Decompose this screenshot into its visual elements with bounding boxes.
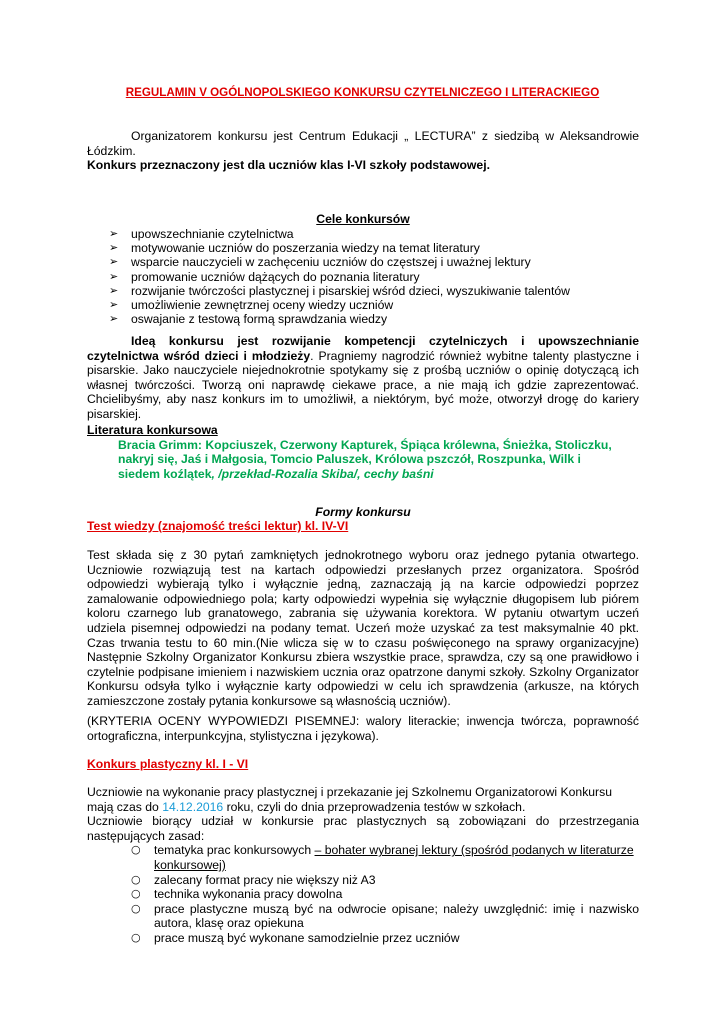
art-rule-item: ○ technika wykonania pracy dowolna <box>131 887 639 902</box>
goal-item: ➢ rozwijanie twórczości plastycznej i pisarskiej wśród dzieci, wyszukiwanie talentów <box>109 284 649 298</box>
goal-item: ➢ oswajanie z testową formą sprawdzania wiedzy <box>109 312 649 326</box>
art-rule-item: ○ prace muszą być wykonane samodzielnie przez uczniów <box>131 931 639 946</box>
evaluation-criteria: (KRYTERIA OCENY WYPOWIEDZI PISEMNEJ: walory literackie; inwencja twórcza, poprawność ortograficzna, interpunkcyjna, stylistyczna i językowa). <box>87 714 639 743</box>
art-deadline-tail: roku, czyli do dnia przeprowadzenia testów w szkołach. <box>223 799 526 814</box>
goals-heading: Cele konkursów <box>316 212 410 226</box>
idea-bold-text: Ideą konkursu jest rozwijanie kompetencji czytelniczych i upowszechnianie czytelnictwa wśród dzieci i młodzieży <box>87 334 639 363</box>
art-deadline-text <box>87 785 639 814</box>
art-rule-item: ○ zalecany format pracy nie większy niż A3 <box>131 873 639 888</box>
audience-text: Konkurs przeznaczony jest dla uczniów klas I-VI szkoły podstawowej. <box>87 158 490 173</box>
book-list: Bracia Grimm: Kopciuszek, Czerwony Kapturek, Śpiąca królewna, Śnieżka, Stoliczku, nakryj się, Jaś i Małgosia, Tomcio Paluszek, Królowa pszczół, Roszpunka, Wilk i siedem koźlątek <box>118 437 612 481</box>
translation-note: , /przekład-Rozalia Skiba/, cechy baśni <box>211 466 434 481</box>
art-rules-intro: Uczniowie biorący udział w konkursie prac plastycznych są zobowiązani do przestrzegania następujących zasad: <box>87 814 639 843</box>
literature-books <box>87 438 618 482</box>
organizer-text: Organizatorem konkursu jest Centrum Edukacji „ LECTURA” z siedzibą w Aleksandrowie Łódzkim. <box>87 129 639 158</box>
test-description: Test składa się z 30 pytań zamkniętych jednokrotnego wyboru oraz jednego pytania otwartego. Uczniowie rozwiązują test na kartach odpowiedzi przesłanych przez organizatora. Spośród odpowiedzi wybierają tylko i wyłącznie jedną, zaznaczają ją na karcie odpowiedzi poprzez zamalowanie odpowiedniego pola; karty odpowiedzi wypełnia się wyłącznie długopisem lub piórem koloru czarnego lub granatowego, zabrania się używania korektora. W pytaniu otwartym uczeń udziela pisemnej odpowiedzi na podany temat. Uczeń może uzyskać za test maksymalnie 40 pkt. Czas trwania testu to 60 min.(Nie wlicza się w to czasu poświęconego na sprawy organizacyjne) Następnie Szkolny Organizator Konkursu zbiera wszystkie prace, sprawdza, czy są one prawidłowo i czytelnie podpisane imieniem i nazwiskiem ucznia oraz opatrzone danymi szkoły. Szkolny Organizator Konkursu odsyła tylko i wyłącznie karty odpowiedzi w celu ich sprawdzenia (arkusze, na których zamieszczone zostały pytania konkursowe są własnością uczniów). <box>87 548 639 708</box>
art-deadline-lead: Uczniowie na wykonanie pracy plastycznej i przekazanie jej Szkolnemu Organizatorowi Konkursu mają czas do <box>87 785 612 814</box>
goal-item: ➢ motywowanie uczniów do poszerzania wiedzy na temat literatury <box>109 241 649 255</box>
art-contest-heading: Konkurs plastyczny kl. I - VI <box>87 757 249 771</box>
goal-item: ➢ umożliwienie zewnętrznej oceny wiedzy uczniów <box>109 298 649 312</box>
goal-item: ➢ promowanie uczniów dążących do poznania literatury <box>109 270 649 284</box>
literature-heading: Literatura konkursowa <box>87 423 218 437</box>
art-rule-item: ○ prace plastyczne muszą być na odwrocie opisane; należy uwzględnić: imię i nazwisko autora, klasę oraz opiekuna <box>131 902 639 931</box>
art-contest-section <box>87 785 639 946</box>
idea-rest-text: . Pragniemy nagrodzić również wybitne talenty plastyczne i pisarskie. Jako nauczyciele niejednokrotnie spotykamy się z prośbą uczniów o opinię dotyczącą ich własnej twórczości. Tworzą oni naprawdę ciekawe prace, a nie mają ich gdzie zaprezentować. Chcielibyśmy, aby nasz konkurs im to umożliwił, a niektórym, być może, otworzył drogę do kariery pisarskiej. <box>87 348 640 421</box>
goal-item: ➢ wsparcie nauczycieli w zachęceniu uczniów do częstszej i uważnej lektury <box>109 255 649 269</box>
goals-list <box>109 227 649 326</box>
intro-section <box>87 129 639 173</box>
test-heading: Test wiedzy (znajomość treści lektur) kl. IV-VI <box>87 519 349 533</box>
rule-topic-label: tematyka prac konkursowych <box>154 843 315 858</box>
goal-item: ➢ upowszechnianie czytelnictwa <box>109 227 649 241</box>
art-rules-list <box>131 843 639 945</box>
rule-topic-value: – bohater wybranej lektury (spośród podanych w literaturze konkursowej) <box>154 843 634 872</box>
forms-heading: Formy konkursu <box>315 505 411 519</box>
idea-paragraph <box>87 334 639 422</box>
document-title: REGULAMIN V OGÓLNOPOLSKIEGO KONKURSU CZYTELNICZEGO I LITERACKIEGO <box>125 86 600 99</box>
art-deadline-date: 14.12.2016 <box>162 799 224 814</box>
literature-section <box>87 423 639 481</box>
art-rule-item <box>131 843 639 872</box>
